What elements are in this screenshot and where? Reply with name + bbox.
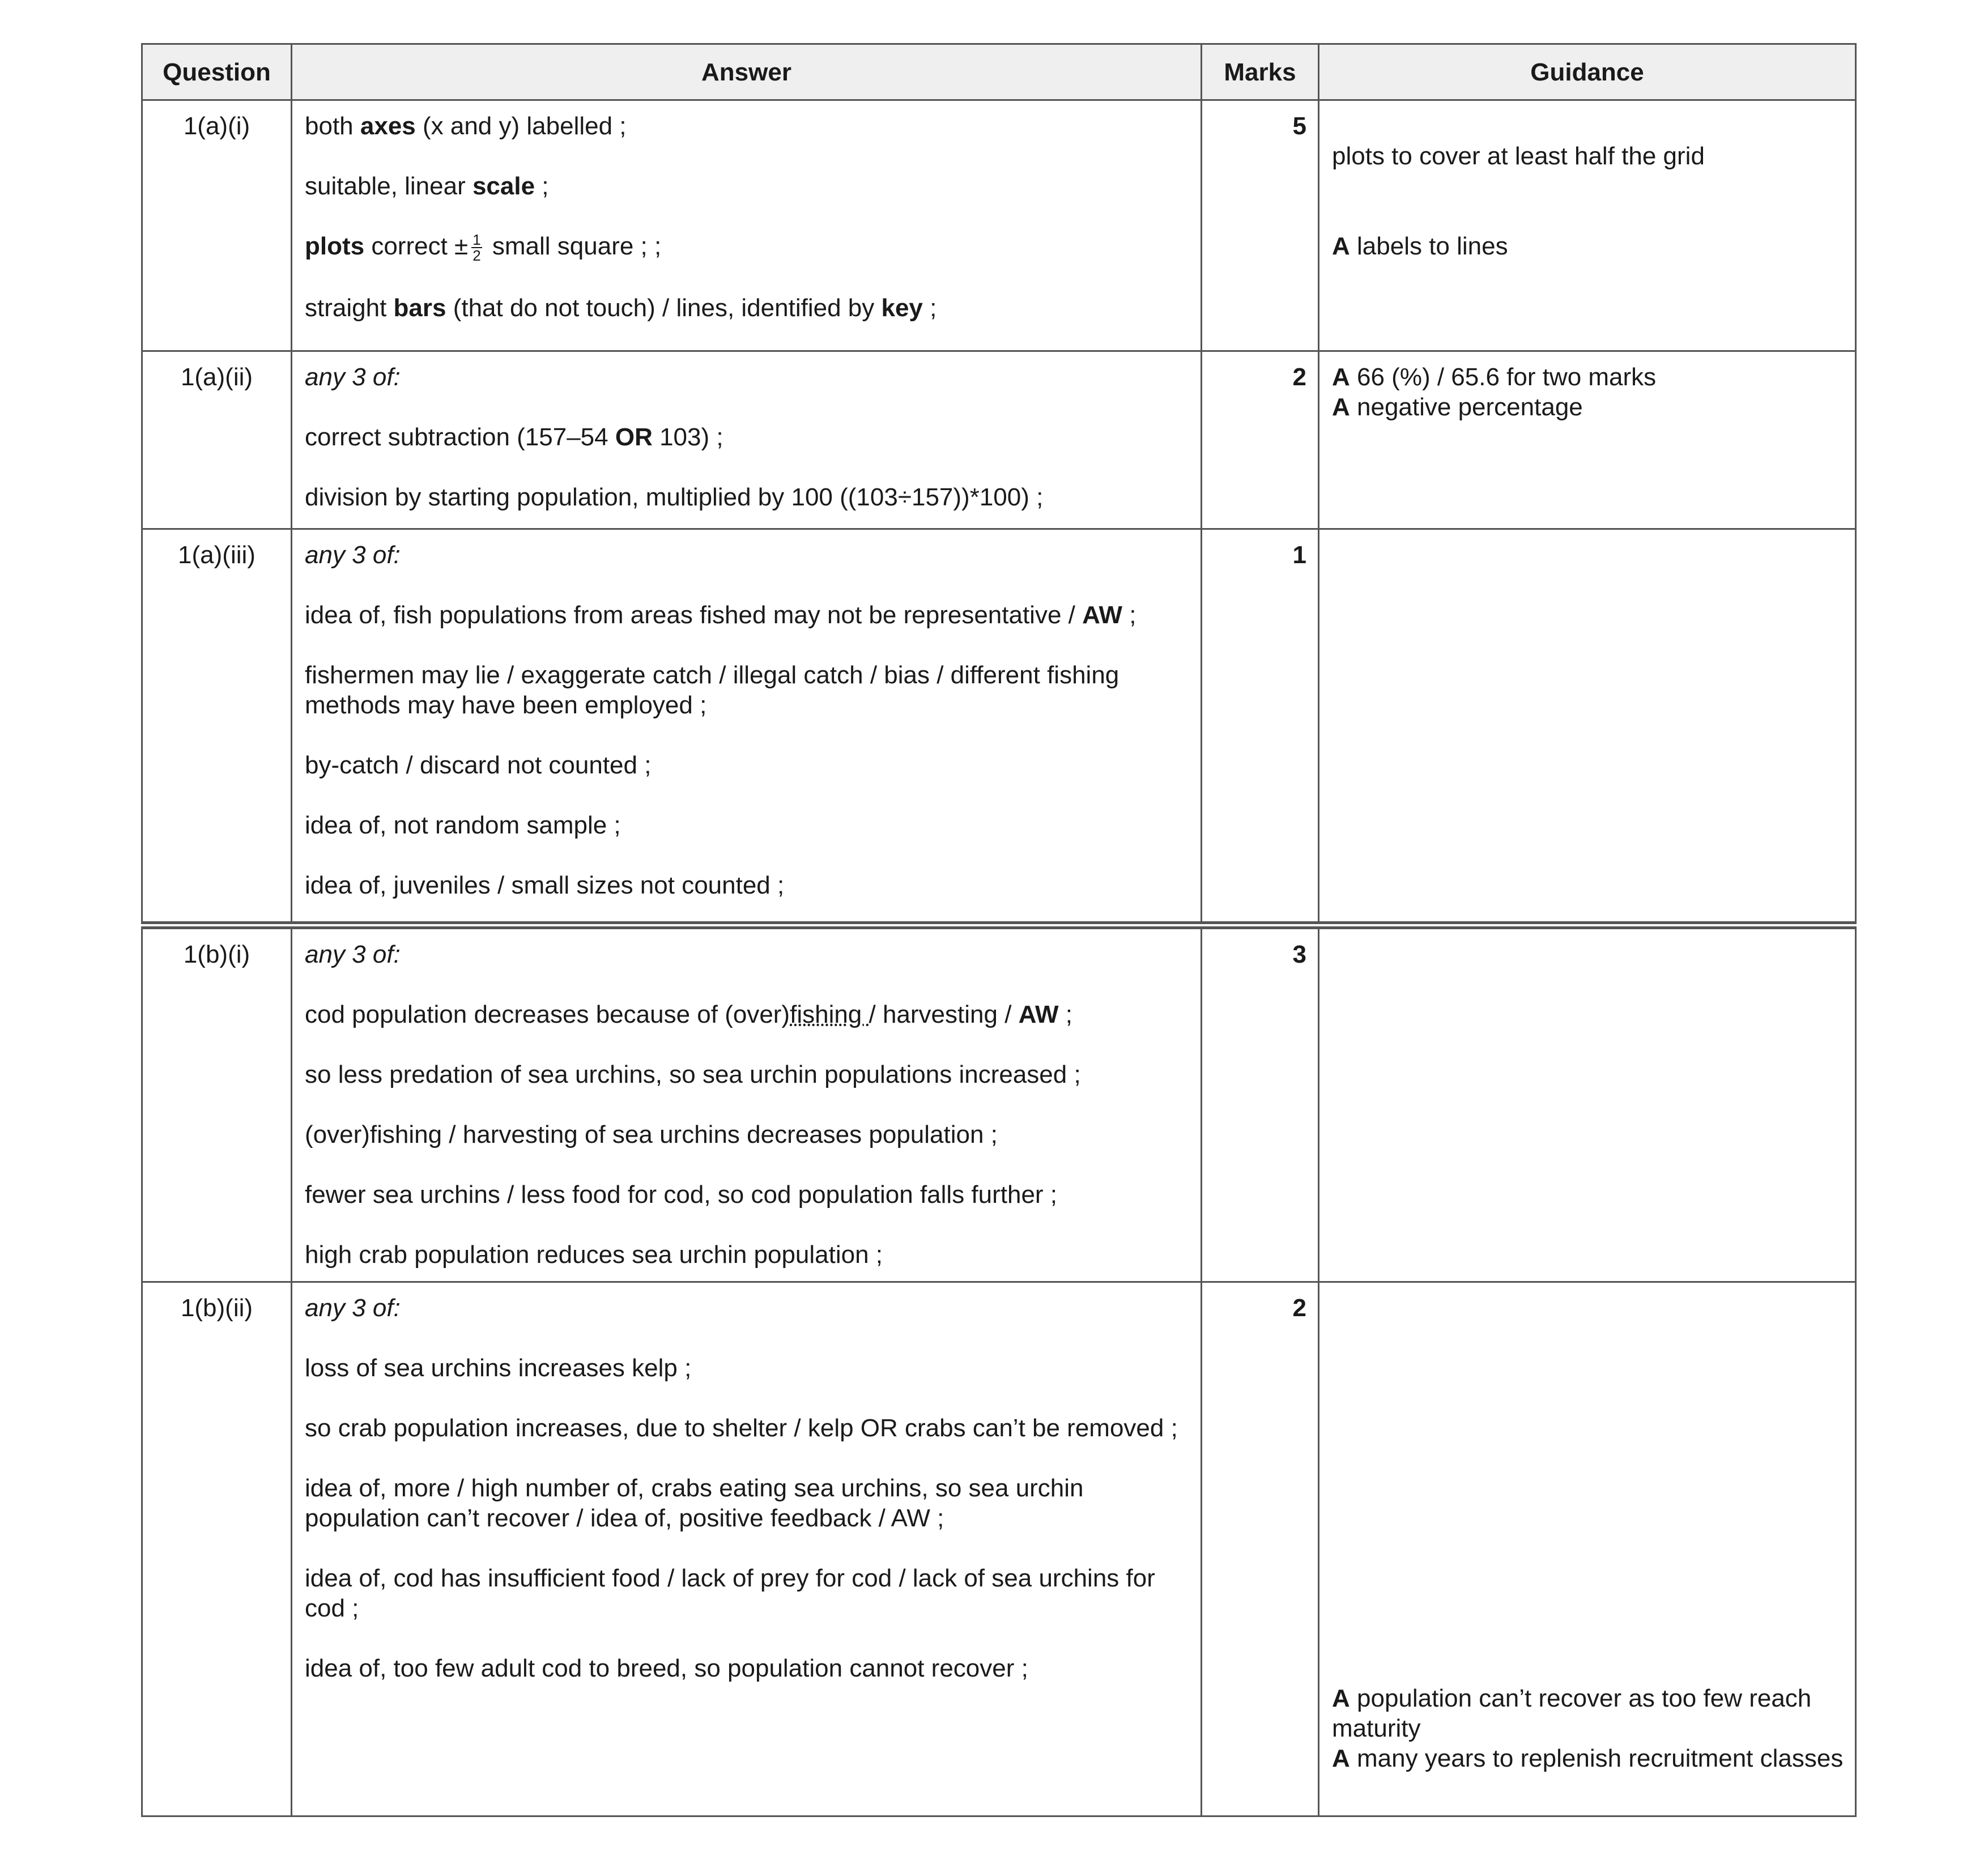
header-marks: Marks [1202,44,1319,100]
question-number: 1(a)(iii) [142,529,292,925]
answer-cell [292,1282,1202,1816]
guidance-note: A population can’t recover as too few reach maturity [1332,1684,1812,1742]
answer-point: so less predation of sea urchins, so sea urchin populations increased ; [305,1060,1081,1088]
question-number: 1(a)(i) [142,100,292,351]
question-number: 1(b)(ii) [142,1282,292,1816]
table-row [142,351,1856,529]
header-row [142,44,1856,100]
guidance-note: A labels to lines [1332,232,1508,260]
answer-point: correct subtraction (157–54 OR 103) ; [305,423,723,451]
guidance-cell [1319,1282,1856,1816]
answer-intro: any 3 of: [305,363,401,391]
answer-point: idea of, fish populations from areas fished may not be representative / AW ; [305,601,1136,629]
answer-point: cod population decreases because of (over)fishing / harvesting / AW ; [305,1000,1072,1028]
table-row [142,1282,1856,1816]
answer-cell [292,925,1202,1282]
answer-intro: any 3 of: [305,1294,401,1322]
half-fraction: $\frac{1}{2}$ [472,231,481,265]
guidance-note: plots to cover at least half the grid [1332,142,1705,170]
guidance-cell [1319,925,1856,1282]
answer-point: both axes (x and y) labelled ; [305,112,627,140]
marks-value: 2 [1202,1282,1319,1816]
answer-cell [292,351,1202,529]
marks-value: 5 [1202,100,1319,351]
answer-point: idea of, juveniles / small sizes not counted ; [305,871,785,899]
header-question: Question [142,44,292,100]
answer-point: idea of, not random sample ; [305,811,621,839]
answer-intro: any 3 of: [305,541,401,569]
question-number: 1(a)(ii) [142,351,292,529]
guidance-cell [1319,529,1856,925]
guidance-note: A many years to replenish recruitment classes [1332,1745,1844,1772]
table-row [142,100,1856,351]
answer-point: idea of, more / high number of, crabs eating sea urchins, so sea urchin population can’t recover / idea of, positive feedback / AW ; [305,1474,1084,1532]
marks-value: 3 [1202,925,1319,1282]
answer-point: straight bars (that do not touch) / lines, identified by key ; [305,294,937,322]
table-row [142,925,1856,1282]
guidance-note: A 66 (%) / 65.6 for two marks [1332,363,1657,391]
question-number: 1(b)(i) [142,925,292,1282]
answer-point: suitable, linear scale ; [305,172,549,200]
guidance-cell [1319,351,1856,529]
marks-value: 1 [1202,529,1319,925]
header-guidance: Guidance [1319,44,1856,100]
answer-point: plots correct ± $\frac{1}{2}$ small square ; ; [305,231,662,265]
answer-point: loss of sea urchins increases kelp ; [305,1354,692,1382]
answer-point: high crab population reduces sea urchin population ; [305,1240,883,1269]
answer-point: division by starting population, multiplied by 100 ((103÷157))*100) ; [305,483,1044,511]
header-answer: Answer [292,44,1202,100]
answer-point: (over)fishing / harvesting of sea urchins decreases population ; [305,1120,998,1148]
table-row [142,529,1856,925]
mark-scheme-table [141,43,1857,1817]
answer-cell [292,100,1202,351]
answer-point: fishermen may lie / exaggerate catch / illegal catch / bias / different fishing methods may have been employed ; [305,661,1119,719]
marks-value: 2 [1202,351,1319,529]
answer-cell [292,529,1202,925]
answer-point: fewer sea urchins / less food for cod, so cod population falls further ; [305,1180,1058,1209]
answer-point: idea of, cod has insufficient food / lack of prey for cod / lack of sea urchins for cod ; [305,1564,1155,1622]
answer-intro: any 3 of: [305,940,401,968]
guidance-note: A negative percentage [1332,393,1583,421]
answer-point: so crab population increases, due to shelter / kelp OR crabs can’t be removed ; [305,1414,1178,1442]
guidance-cell [1319,100,1856,351]
answer-point: idea of, too few adult cod to breed, so population cannot recover ; [305,1654,1028,1682]
answer-point: by-catch / discard not counted ; [305,751,652,779]
